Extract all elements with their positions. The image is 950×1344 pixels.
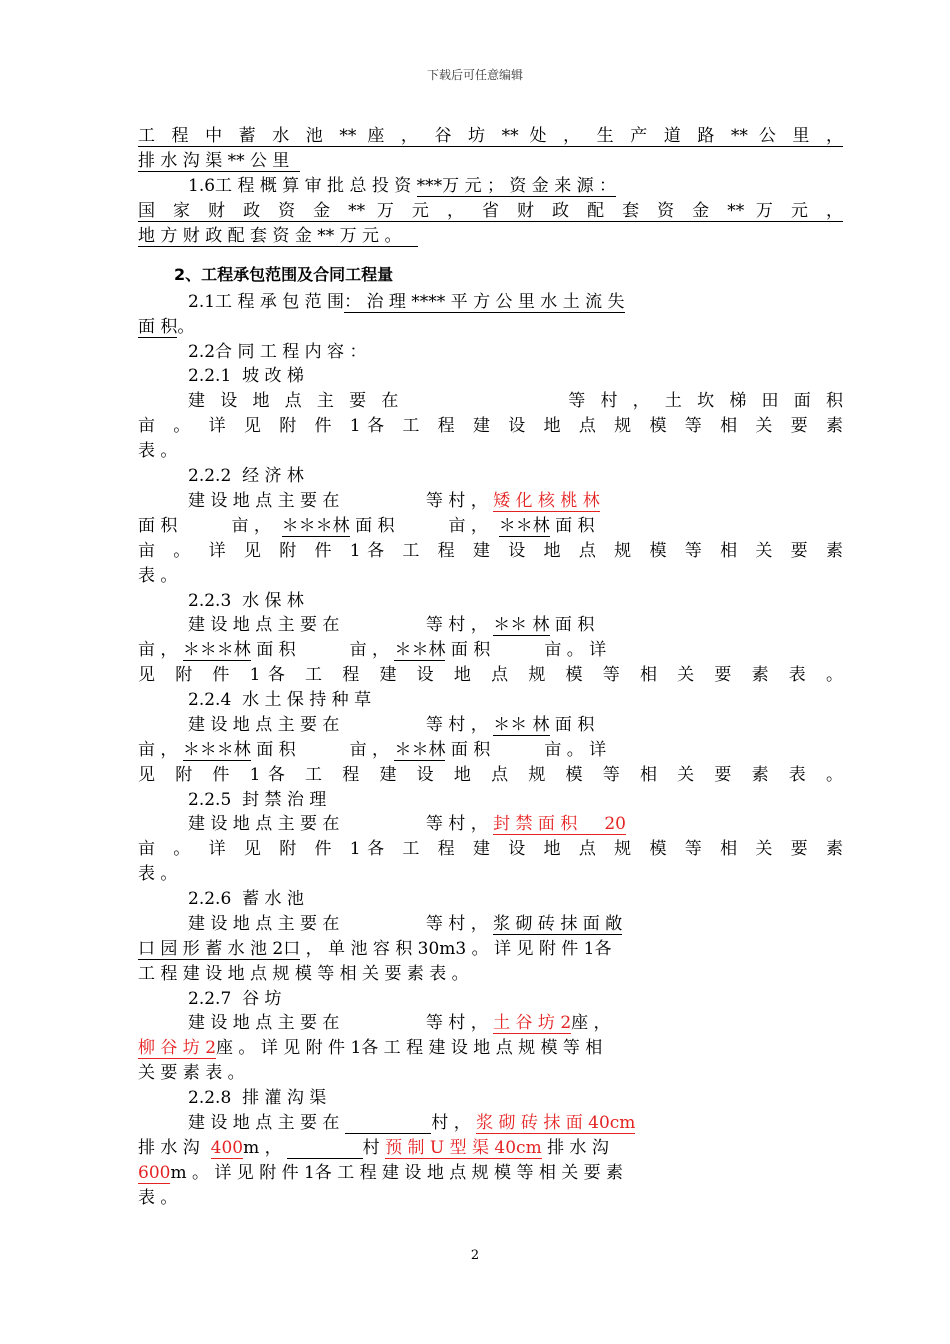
subsection-heading: 2.2.4 水 土 保 持 种 草 xyxy=(188,690,372,710)
text-line: 见 附 件 1各 工 程 建 设 地 点 规 模 等 相 关 要 素 表 。 xyxy=(138,665,843,685)
text-line: 亩 。 详 见 附 件 1各 工 程 建 设 地 点 规 模 等 相 关 要 素 xyxy=(138,541,843,561)
text-line: 工 程 建 设 地 点 规 模 等 相 关 要 素 表 。 xyxy=(138,964,469,984)
subsection-heading: 2.2.8 排 灌 沟 渠 xyxy=(188,1088,327,1108)
text-line: 亩 ， ＊＊＊林 面 积 亩 ， ＊＊林 面 积 亩 。 详 xyxy=(138,640,607,660)
subsection-heading: 2.2.3 水 保 林 xyxy=(188,591,304,611)
text-line: 表 。 xyxy=(138,1188,178,1208)
text-line: 工 程 中 蓄 水 池 ** 座 ， 谷 坊 ** 处 ， 生 产 道 路 ** 公 里 ， xyxy=(138,126,843,146)
text-line: 表 。 xyxy=(138,864,178,884)
text-line: 建 设 地 点 主 要 在 等 村 ， 浆 砌 砖 抹 面 敞 xyxy=(188,914,623,934)
page-number: 2 xyxy=(470,1248,480,1263)
text-line: 排 水 沟 400m ， 村 预 制 U 型 渠 40cm 排 水 沟 xyxy=(138,1138,609,1158)
text-line: 2.2合 同 工 程 内 容 ： xyxy=(188,342,367,362)
text-line: 建 设 地 点 主 要 在 村 ， 浆 砌 砖 抹 面 40cm xyxy=(188,1113,636,1133)
text-line: 建 设 地 点 主 要 在 等 村 ， 矮 化 核 桃 林 xyxy=(188,491,600,511)
section-heading: 2、工程承包范围及合同工程量 xyxy=(174,265,394,284)
text-line: 排 水 沟 渠 ** 公 里 xyxy=(138,149,843,174)
subsection-heading: 2.2.2 经 济 林 xyxy=(188,466,304,486)
subsection-heading: 2.2.7 谷 坊 xyxy=(188,989,282,1009)
text-line: 1.6工 程 概 算 审 批 总 投 资 ***万 元 ； 资 金 来 源 ： xyxy=(188,176,616,196)
text-line: 亩 。 详 见 附 件 1各 工 程 建 设 地 点 规 模 等 相 关 要 素 xyxy=(138,839,843,859)
text-line: 亩 ， ＊＊＊林 面 积 亩 ， ＊＊林 面 积 亩 。 详 xyxy=(138,740,607,760)
page-header: 下载后可任意编辑 xyxy=(426,68,523,82)
text-line: 建 设 地 点 主 要 在 等 村 ， 土 谷 坊 2座 ， xyxy=(188,1013,611,1033)
text-line: 建 设 地 点 主 要 在 等 村 ， 封 禁 面 积 20 xyxy=(188,814,626,834)
text-line: 建 设 地 点 主 要 在 等 村 ， ＊＊ 林 面 积 xyxy=(188,615,595,635)
text-line: 柳 谷 坊 2座 。 详 见 附 件 1各 工 程 建 设 地 点 规 模 等 相 xyxy=(138,1038,603,1058)
text-line: 表 。 xyxy=(138,441,178,461)
subsection-heading: 2.2.1 坡 改 梯 xyxy=(188,366,304,386)
text-line: 国 家 财 政 资 金 ** 万 元 ， 省 财 政 配 套 资 金 ** 万 元 ， xyxy=(138,201,843,221)
text-line: 面 积 亩 ， ＊＊＊林 面 积 亩 ， ＊＊林 面 积 xyxy=(138,516,595,536)
text-line: 600m 。 详 见 附 件 1各 工 程 建 设 地 点 规 模 等 相 关 要 素 xyxy=(138,1163,624,1183)
text-line: 亩 。 详 见 附 件 1各 工 程 建 设 地 点 规 模 等 相 关 要 素 xyxy=(138,416,843,436)
text-line: 建 设 地 点 主 要 在 等 村 ， 土 坎 梯 田 面 积 xyxy=(188,391,843,411)
text-line: 关 要 素 表 。 xyxy=(138,1063,245,1083)
text-line: 地 方 财 政 配 套 资 金 ** 万 元 。 xyxy=(138,224,843,249)
text-line: 口 园 形 蓄 水 池 2口 ， 单 池 容 积 30m3 。 详 见 附 件 1各 xyxy=(138,939,612,959)
text-line: 表 。 xyxy=(138,566,178,586)
text-line: 见 附 件 1各 工 程 建 设 地 点 规 模 等 相 关 要 素 表 。 xyxy=(138,765,843,785)
text-line: 建 设 地 点 主 要 在 等 村 ， ＊＊ 林 面 积 xyxy=(188,715,595,735)
subsection-heading: 2.2.6 蓄 水 池 xyxy=(188,889,304,909)
text-line: 面 积。 xyxy=(138,317,195,337)
text-line: 2.1工 程 承 包 范 围： 治 理 **** 平 方 公 里 水 土 流 失 xyxy=(188,292,625,312)
subsection-heading: 2.2.5 封 禁 治 理 xyxy=(188,790,327,810)
